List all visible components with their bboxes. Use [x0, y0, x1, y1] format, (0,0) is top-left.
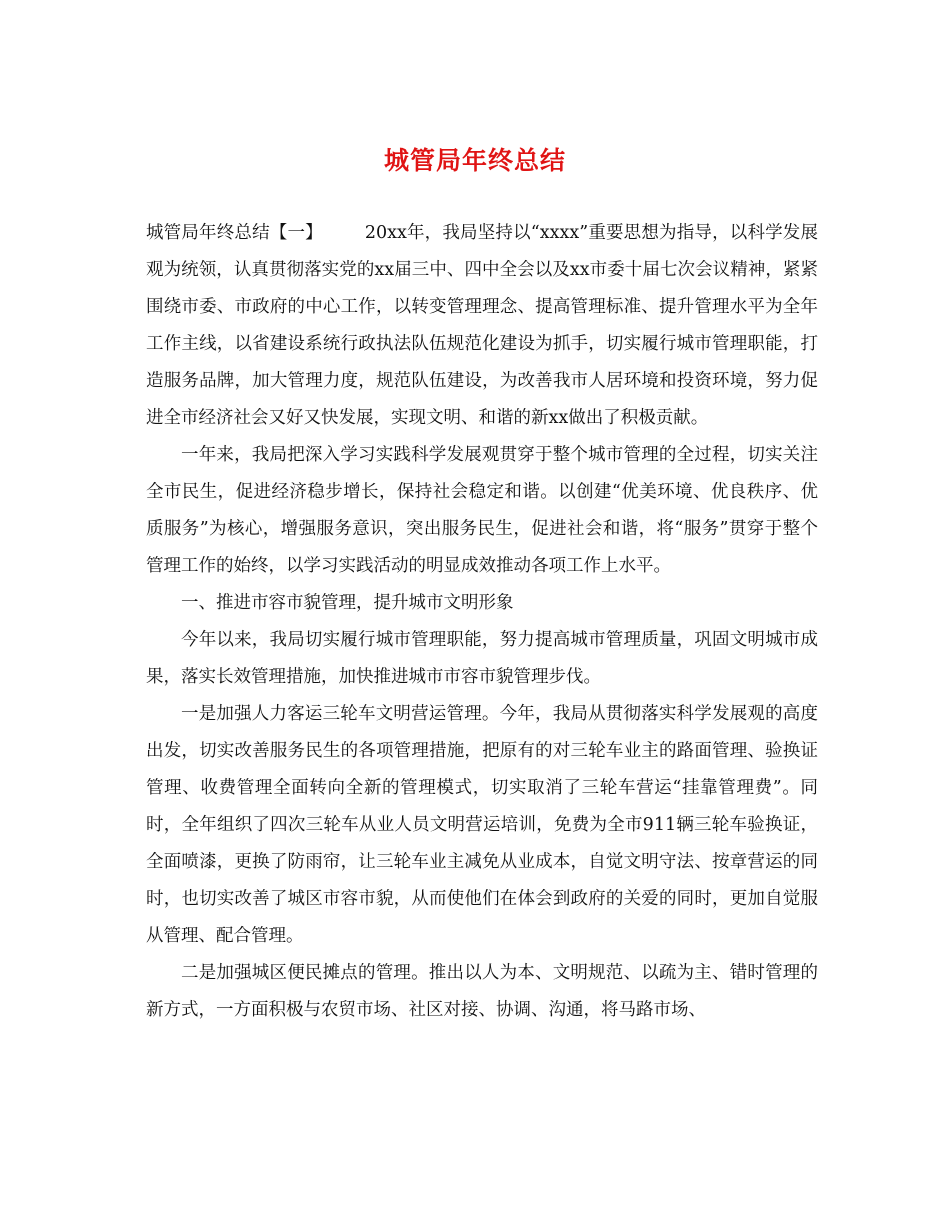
paragraph-text: 20xx年，我局坚持以“xxxx”重要思想为指导，以科学发展观为统领，认真贯彻落实党的xx届三中、四中全会以及xx市委十届七次会议精神，紧紧围绕市委、市政府的中心工作，以转变管理理念、提高管理标准、提升管理水平为全年工作主线，以省建设系统行政执法队伍规范化建设为抓手，切实履行城市管理职能，打造服务品牌，加大管理力度，规范队伍建设，为改善我市人居环境和投资环境，努力促进全市经济社会又好又快发展，实现文明、和谐的新xx做出了积极贡献。 — [146, 223, 818, 428]
paragraph: 今年以来，我局切实履行城市管理职能，努力提高城市管理质量，巩固文明城市成果，落实长效管理措施，加快推进城市市容市貌管理步伐。 — [146, 630, 818, 687]
document-body — [146, 215, 818, 1029]
document-title: 城管局年终总结 — [383, 146, 566, 175]
section-lead: 城管局年终总结【一】 — [146, 223, 323, 243]
paragraph: 二是加强城区便民摊点的管理。推出以人为本、文明规范、以疏为主、错时管理的新方式，一方面积极与农贸市场、社区对接、协调、沟通，将马路市场、 — [146, 963, 818, 1020]
section-heading: 一、推进市容市貌管理，提升城市文明形象 — [181, 593, 514, 613]
paragraph-intro — [146, 215, 818, 437]
paragraph: 一是加强人力客运三轮车文明营运管理。今年，我局从贯彻落实科学发展观的高度出发，切实改善服务民生的各项管理措施，把原有的对三轮车业主的路面管理、验换证管理、收费管理全面转向全新的管理模式，切实取消了三轮车营运“挂靠管理费”。同时，全年组织了四次三轮车从业人员文明营运培训，免费为全市911辆三轮车验换证，全面喷漆，更换了防雨帘，让三轮车业主减免从业成本，自觉文明守法、按章营运的同时，也切实改善了城区市容市貌，从而使他们在体会到政府的关爱的同时，更加自觉服从管理、配合管理。 — [146, 704, 818, 946]
paragraph: 一年来，我局把深入学习实践科学发展观贯穿于整个城市管理的全过程，切实关注全市民生，促进经济稳步增长，保持社会稳定和谐。以创建“优美环境、优良秩序、优质服务”为核心，增强服务意识，突出服务民生，促进社会和谐，将“服务”贯穿于整个管理工作的始终，以学习实践活动的明显成效推动各项工作上水平。 — [146, 445, 818, 576]
